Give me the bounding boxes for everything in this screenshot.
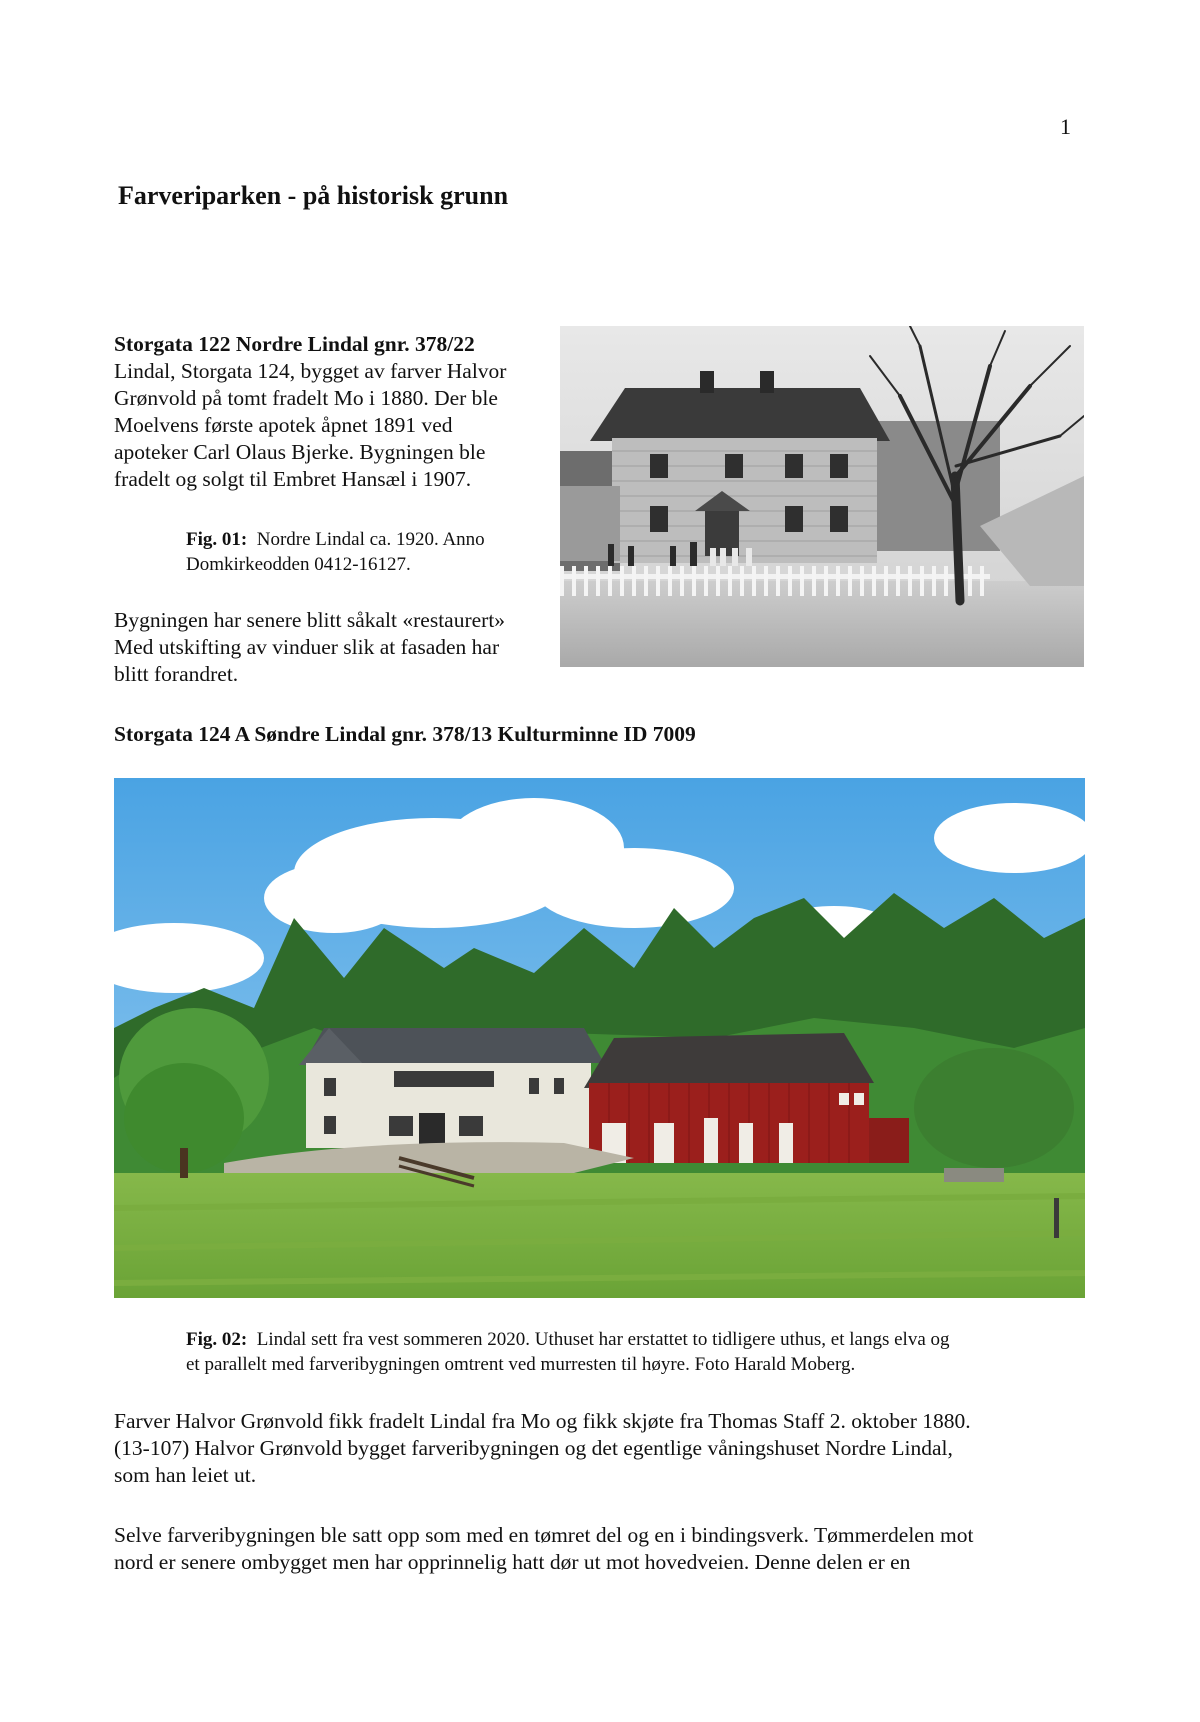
text-line: som han leiet ut. (114, 1463, 257, 1487)
page-number: 1 (1060, 114, 1071, 139)
figure-label: Fig. 01: (186, 529, 248, 550)
text-line: Moelvens første apotek åpnet 1891 ved (114, 413, 453, 437)
text-line: Bygningen har senere blitt såkalt «restaurert» (114, 608, 506, 632)
section-heading-sondre-lindal: Storgata 124 A Søndre Lindal gnr. 378/13 Kulturminne ID 7009 (114, 722, 696, 746)
figure-caption-1 (186, 527, 556, 577)
page-title: Farveriparken - på historisk grunn (118, 181, 509, 210)
text-line: Med utskifting av vinduer slik at fasaden har (114, 635, 500, 659)
text-line: Selve farveribygningen ble satt opp som med en tømret del og en i bindingsverk. Tømmerdelen mot (114, 1523, 974, 1547)
caption-line: Nordre Lindal ca. 1920. Anno (256, 529, 485, 550)
body-paragraph (114, 1408, 1094, 1489)
text-line: Lindal, Storgata 124, bygget av farver Halvor (114, 359, 507, 383)
text-line: Farver Halvor Grønvold fikk fradelt Lindal fra Mo og fikk skjøte fra Thomas Staff 2. oktober 1880. (114, 1409, 971, 1433)
photo-nordre-lindal-1920 (560, 326, 1084, 667)
figure-caption-2 (186, 1327, 1086, 1377)
section-nordre-lindal (114, 331, 554, 493)
section-heading: Storgata 122 Nordre Lindal gnr. 378/22 (114, 332, 475, 356)
text-line: (13-107) Halvor Grønvold bygget farveribygningen og det egentlige våningshuset Nordre Lindal, (114, 1436, 953, 1460)
text-line: apoteker Carl Olaus Bjerke. Bygningen ble (114, 440, 486, 464)
body-paragraph (114, 1522, 1094, 1576)
caption-line: et parallelt med farveribygningen omtrent ved murresten til høyre. Foto Harald Moberg. (186, 1354, 856, 1375)
figure-label: Fig. 02: (186, 1329, 248, 1350)
text-line: blitt forandret. (114, 662, 239, 686)
photo-lindal-2020 (114, 778, 1085, 1298)
text-line: Grønvold på tomt fradelt Mo i 1880. Der ble (114, 386, 498, 410)
text-line: nord er senere ombygget men har opprinnelig hatt dør ut mot hovedveien. Denne delen er en (114, 1550, 911, 1574)
text-line: fradelt og solgt til Embret Hansæl i 1907. (114, 467, 472, 491)
caption-line: Domkirkeodden 0412-16127. (186, 554, 411, 575)
section-note (114, 607, 564, 688)
caption-line: Lindal sett fra vest sommeren 2020. Uthuset har erstattet to tidligere uthus, et langs elva og (256, 1329, 950, 1350)
